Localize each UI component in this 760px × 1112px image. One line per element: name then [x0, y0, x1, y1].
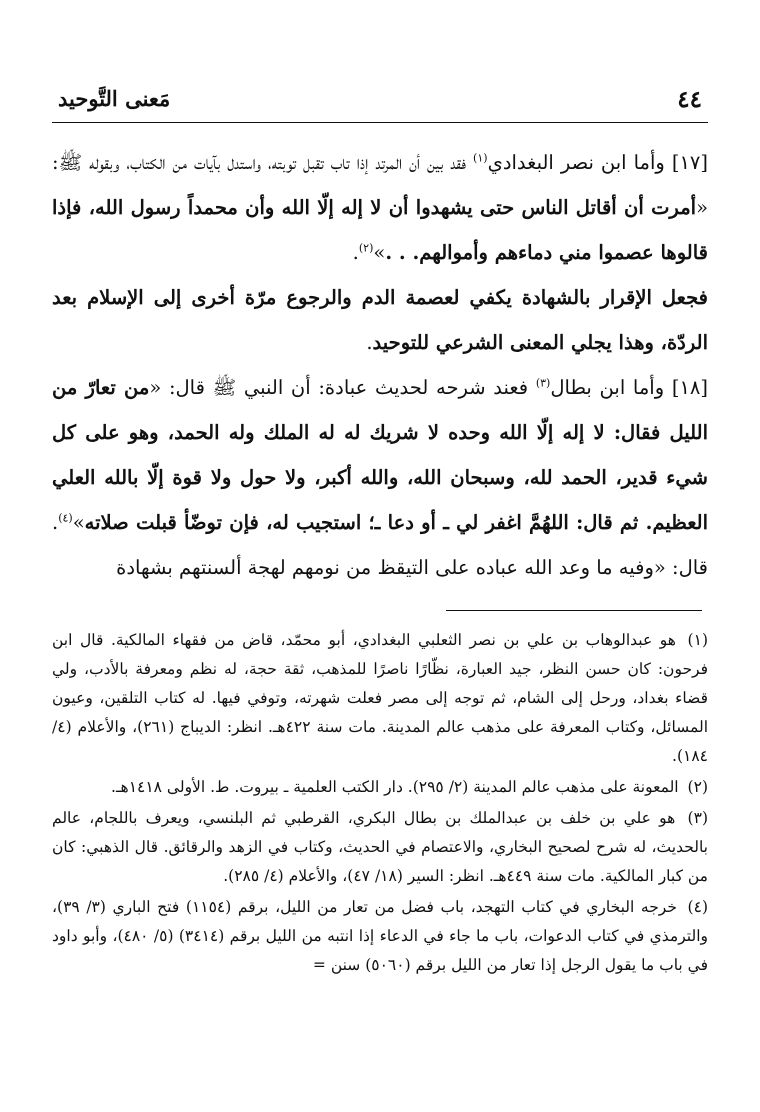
header-divider [52, 122, 708, 123]
footnote-ref-3: (٣) [535, 376, 551, 390]
hadith-quote-1: أمرت أن أقاتل الناس حتى يشهدوا أن لا إله إلّا الله وأن محمداً رسول الله، فإذا قالوها عصموا مني دماءهم وأموالهم. . . [52, 196, 708, 264]
quote-close-2: » [72, 511, 85, 534]
footnote-4 [52, 893, 708, 980]
paragraph-18-mid: فعند شرحه لحديث عبادة: أن النبي ﷺ قال: « [149, 376, 536, 399]
footnote-ref-2: (٢) [358, 241, 374, 255]
paragraph-18-end: . قال: «وفيه ما وعد الله عباده على التيقظ من نومهم لهجة ألسنتهم بشهادة [52, 511, 708, 579]
footnote-text: هو عبدالوهاب بن علي بن نصر الثعلبي البغدادي، أبو محمّد، قاض من فقهاء المالكية. قال ابن فرحون: كان حسن النظر، جيد العبارة، نظّارًا ناصرًا للمذهب، ثقة حجة، له نظم ومعرفة بالأدب، ولي قضاء بغداد، ورحل إلى الشام، ثم توجه إلى مصر فعلت شهرته، وتوفي فيها. له كتاب التلقين، وعيون المسائل، وكتاب المعرفة على مذهب عالم المدينة. مات سنة ٤٢٢هـ. انظر: الديباج (٢٦١)، والأعلام (٤/ ١٨٤). [52, 631, 708, 765]
footnote-1 [52, 626, 708, 771]
footnote-text: هو علي بن خلف بن عبدالملك بن بطال البكري، القرطبي ثم البلنسي، ويعرف باللجام، عالم بالحديث، له شرح لصحيح البخاري، والاعتصام في الحديث، وكتاب في الزهد والرقائق. قال الذهبي: كان من كبار المالكية. مات سنة ٤٤٩هـ. انظر: السير (١٨/ ٤٧)، والأعلام (٤/ ٢٨٥). [52, 809, 708, 885]
page-number: ٤٤ [677, 86, 702, 113]
footnote-number: (١) [687, 631, 708, 649]
footnote-number: (٤) [687, 898, 708, 916]
footnote-2 [52, 773, 708, 802]
footnote-divider [446, 610, 702, 611]
footnote-ref-1: (١) [473, 151, 488, 165]
paragraph-18-open: [١٨] وأما ابن بطال [550, 376, 708, 399]
paragraph-conclusion [52, 275, 708, 365]
quote-close-1: » [373, 241, 386, 264]
footnote-number: (٢) [687, 778, 708, 796]
conclusion-text: فجعل الإقرار بالشهادة يكفي لعصمة الدم والرجوع مرّة أخرى إلى الإسلام بعد الردّة، وهذا يجلي المعنى الشرعي للتوحيد [52, 286, 708, 354]
paragraph-18 [52, 365, 708, 590]
main-text [52, 140, 708, 590]
footnote-number: (٣) [687, 809, 708, 827]
footnotes [52, 626, 708, 982]
paragraph-17-mid: فقد بين أن المرتد إذا تاب تقبل توبته، واستدل بآيات من الكتاب، وبقوله ﷺ: « [52, 151, 708, 219]
paragraph-17 [52, 140, 708, 275]
footnote-text: خرجه البخاري في كتاب التهجد، باب فضل من تعار من الليل، برقم (١١٥٤) فتح الباري (٣/ ٣٩)، والترمذي في كتاب الدعوات، باب ما جاء في الدعاء إذا انتبه من الليل برقم (٣٤١٤) (٥/ ٤٨٠)، وأبو داود في باب ما يقول الرجل إذا تعار من الليل برقم (٥٠٦٠) سنن = [52, 898, 708, 974]
hadith-quote-2: من تعارّ من الليل فقال: لا إله إلّا الله وحده لا شريك له له الملك وله الحمد، وهو على كل شيء قدير، الحمد لله، وسبحان الله، والله أكبر، ولا حول ولا قوة إلّا بالله العلي العظيم. ثم قال: اللهُمَّ اغفر لي ـ أو دعا ـ؛ استجيب له، فإن توضّأ قبلت صلاته [52, 376, 708, 534]
page-header [58, 86, 702, 120]
conclusion-end: . [366, 331, 373, 354]
footnote-text: المعونة على مذهب عالم المدينة (٢/ ٢٩٥). دار الكتب العلمية ـ بيروت. ط. الأولى ١٤١٨هـ. [111, 778, 679, 796]
paragraph-17-open: [١٧] وأما ابن نصر البغدادي [487, 151, 708, 174]
footnote-3 [52, 804, 708, 891]
footnote-ref-4: (٤) [58, 511, 73, 525]
running-title: مَعنى التَّوحيد [58, 86, 171, 111]
paragraph-17-end: . [352, 241, 359, 264]
